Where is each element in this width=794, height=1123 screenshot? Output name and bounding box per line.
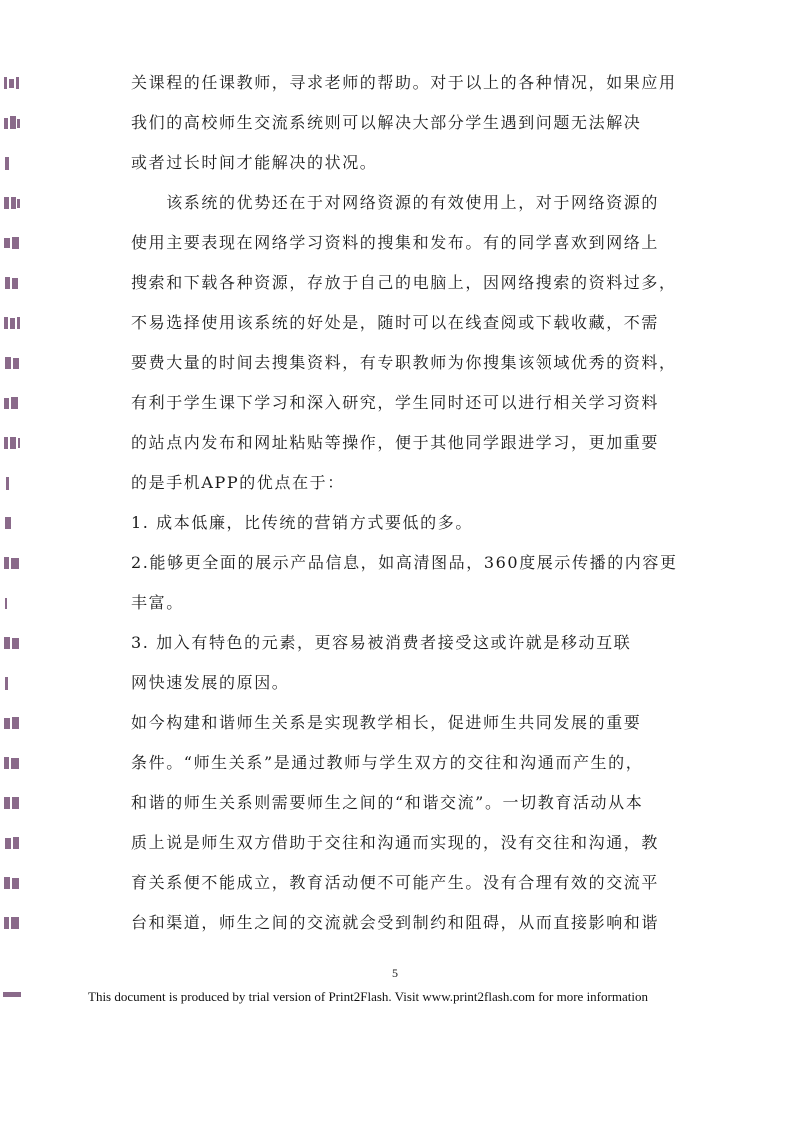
text-line: 和谐的师生关系则需要师生之间的“和谐交流”。一切教育活动从本: [131, 793, 644, 812]
text-line: 质上说是师生双方借助于交往和沟通而实现的，没有交往和沟通，教: [131, 833, 660, 852]
list-item: 3. 加入有特色的元素，更容易被消费者接受这或许就是移动互联: [131, 633, 632, 652]
text-line: 要费大量的时间去搜集资料，有专职教师为你搜集该领域优秀的资料，: [131, 353, 677, 372]
line-marker: [2, 195, 22, 211]
line-marker: [2, 915, 22, 931]
text-line: 有利于学生课下学习和深入研究，学生同时还可以进行相关学习资料: [131, 393, 660, 412]
trial-footer-notice: This document is produced by trial version of Print2Flash. Visit www.print2flash.com for more information: [88, 989, 648, 1004]
page-number: 5: [392, 966, 398, 980]
text-line: 不易选择使用该系统的好处是，随时可以在线查阅或下载收藏，不需: [131, 313, 660, 332]
line-marker: [2, 835, 22, 851]
line-marker: [2, 315, 22, 331]
line-marker: [2, 515, 22, 531]
list-item: 1. 成本低廉，比传统的营销方式要低的多。: [131, 513, 473, 532]
line-marker: [2, 275, 22, 291]
text-line: 条件。“师生关系”是通过教师与学生双方的交往和沟通而产生的，: [131, 753, 644, 772]
line-marker: [2, 115, 22, 131]
text-line: 丰富。: [131, 593, 184, 612]
footer-marker: [2, 990, 22, 1000]
line-marker: [2, 155, 22, 171]
text-line: 或者过长时间才能解决的状况。: [131, 153, 378, 172]
line-marker: [2, 75, 22, 91]
line-marker: [2, 355, 22, 371]
line-marker: [2, 875, 22, 891]
text-line: 的是手机APP的优点在于：: [131, 473, 345, 492]
line-marker: [2, 475, 22, 491]
line-marker: [2, 395, 22, 411]
text-line: 关课程的任课教师，寻求老师的帮助。对于以上的各种情况，如果应用: [131, 73, 677, 92]
text-line: 搜索和下载各种资源，存放于自己的电脑上，因网络搜索的资料过多，: [131, 273, 677, 292]
line-marker: [2, 795, 22, 811]
text-line: 网快速发展的原因。: [131, 673, 290, 692]
line-marker: [2, 635, 22, 651]
line-marker: [2, 555, 22, 571]
line-marker: [2, 715, 22, 731]
text-line: 如今构建和谐师生关系是实现教学相长，促进师生共同发展的重要: [131, 713, 642, 732]
text-line: 我们的高校师生交流系统则可以解决大部分学生遇到问题无法解决: [131, 113, 642, 132]
text-line: 该系统的优势还在于对网络资源的有效使用上，对于网络资源的: [131, 193, 660, 212]
line-marker: [2, 435, 22, 451]
line-marker: [2, 675, 22, 691]
line-marker: [2, 235, 22, 251]
text-line: 使用主要表现在网络学习资料的搜集和发布。有的同学喜欢到网络上: [131, 233, 660, 252]
text-line: 育关系便不能成立，教育活动便不可能产生。没有合理有效的交流平: [131, 873, 660, 892]
text-line: 台和渠道，师生之间的交流就会受到制约和阻碍，从而直接影响和谐: [131, 913, 660, 932]
list-item: 2.能够更全面的展示产品信息，如高清图品，360度展示传播的内容更: [131, 553, 678, 572]
line-marker: [2, 595, 22, 611]
line-marker: [2, 755, 22, 771]
text-line: 的站点内发布和网址粘贴等操作，便于其他同学跟进学习，更加重要: [131, 433, 660, 452]
